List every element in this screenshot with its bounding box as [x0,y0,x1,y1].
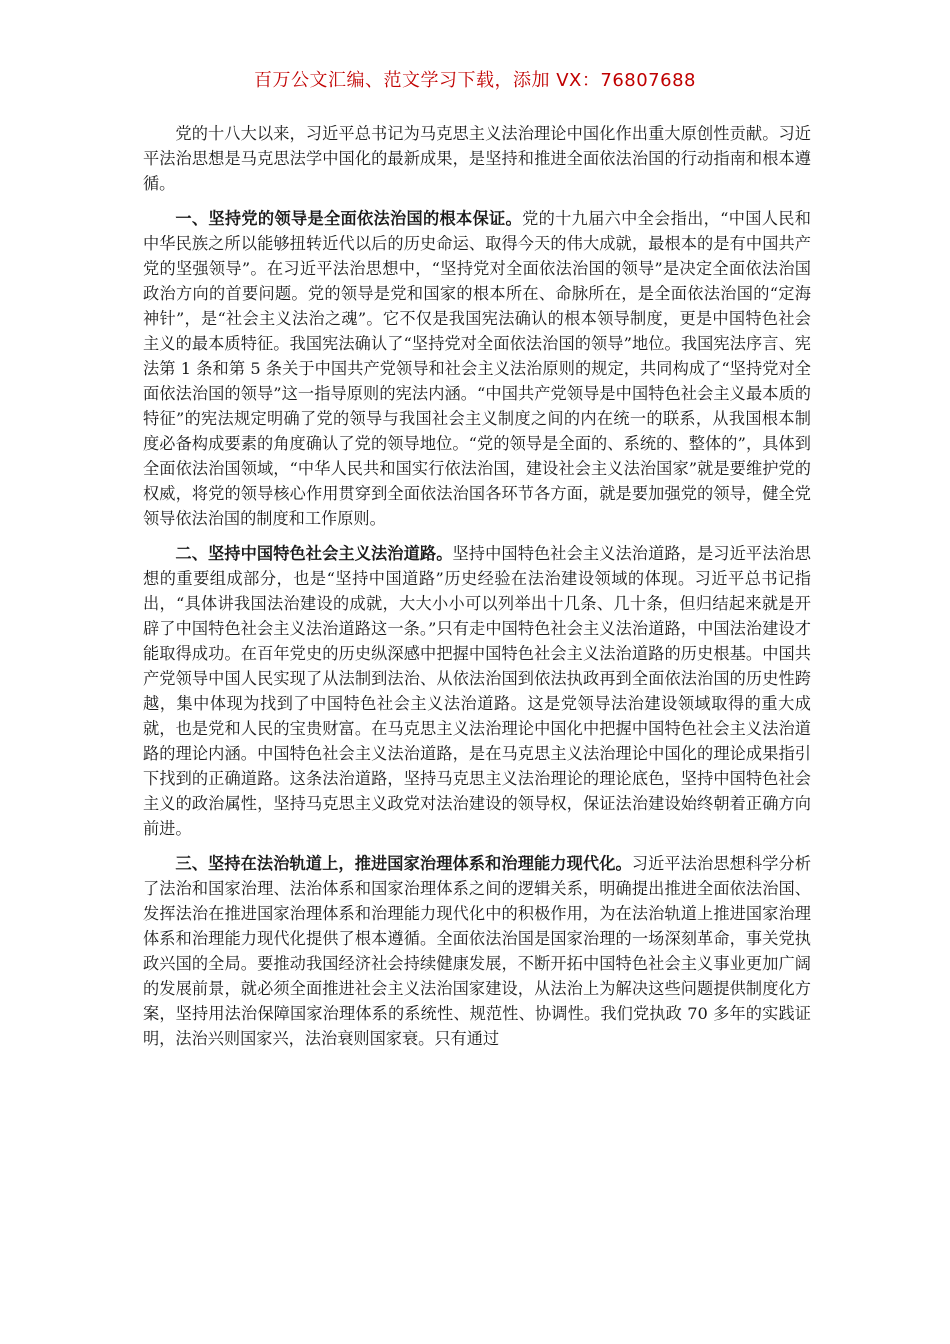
paragraph-section-3 [143,851,811,1051]
section-heading: 一、坚持党的领导是全面依法治国的根本保证。 [175,209,523,228]
paragraph-text: 习近平法治思想科学分析了法治和国家治理、法治体系和国家治理体系之间的逻辑关系，明确提出推进全面依法治国、发挥法治在推进国家治理体系和治理能力现代化中的积极作用，为在法治轨道上推进国家治理体系和治理能力现代化提供了根本遵循。全面依法治国是国家治理的一场深刻革命，事关党执政兴国的全局。要推动我国经济社会持续健康发展，不断开拓中国特色社会主义事业更加广阔的发展前景，就必须全面推进社会主义法治国家建设，从法治上为解决这些问题提供制度化方案，坚持用法治保障国家治理体系的系统性、规范性、协调性。我们党执政 70 多年的实践证明，法治兴则国家兴，法治衰则国家衰。只有通过 [143,854,812,1048]
watermark-header: 百万公文汇编、范文学习下载，添加 VX：76807688 [254,70,696,91]
paragraph-text: 坚持中国特色社会主义法治道路，是习近平法治思想的重要组成部分，也是“坚持中国道路”历史经验在法治建设领域的体现。习近平总书记指出，“具体讲我国法治建设的成就，大大小小可以列举出十几条、几十条，但归结起来就是开辟了中国特色社会主义法治道路这一条。”只有走中国特色社会主义法治道路，中国法治建设才能取得成功。在百年党史的历史纵深感中把握中国特色社会主义法治道路的历史根基。中国共产党领导中国人民实现了从法制到法治、从依法治国到依法执政再到全面依法治国的历史性跨越，集中体现为找到了中国特色社会主义法治道路。这是党领导法治建设领域取得的重大成就，也是党和人民的宝贵财富。在马克思主义法治理论中国化中把握中国特色社会主义法治道路的理论内涵。中国特色社会主义法治道路，是在马克思主义法治理论中国化的理论成果指引下找到的正确道路。这条法治道路，坚持马克思主义法治理论的理论底色，坚持中国特色社会主义的政治属性，坚持马克思主义政党对法治建设的领导权，保证法治建设始终朝着正确方向前进。 [143,544,811,838]
paragraph-text: 党的十八大以来，习近平总书记为马克思主义法治理论中国化作出重大原创性贡献。习近平法治思想是马克思法学中国化的最新成果，是坚持和推进全面依法治国的行动指南和根本遵循。 [143,124,811,193]
paragraph-intro [143,121,811,196]
section-heading: 二、坚持中国特色社会主义法治道路。 [175,544,453,563]
section-heading: 三、坚持在法治轨道上，推进国家治理体系和治理能力现代化。 [175,854,632,873]
paragraph-section-1 [143,206,811,531]
document-body [143,121,811,1061]
paragraph-text: 党的十九届六中全会指出，“中国人民和中华民族之所以能够扭转近代以后的历史命运、取得今天的伟大成就，最根本的是有中国共产党的坚强领导”。在习近平法治思想中，“坚持党对全面依法治国的领导”是决定全面依法治国政治方向的首要问题。党的领导是党和国家的根本所在、命脉所在，是全面依法治国的“定海神针”，是“社会主义法治之魂”。它不仅是我国宪法确认的根本领导制度，更是中国特色社会主义的最本质特征。我国宪法确认了“坚持党对全面依法治国的领导”地位。我国宪法序言、宪法第 1 条和第 5 条关于中国共产党领导和社会主义法治原则的规定，共同构成了“坚持党对全面依法治国的领导”这一指导原则的宪法内涵。“中国共产党领导是中国特色社会主义最本质的特征”的宪法规定明确了党的领导与我国社会主义制度之间的内在统一的联系，从我国根本制度必备构成要素的角度确认了党的领导地位。“党的领导是全面的、系统的、整体的”，具体到全面依法治国领域，“中华人民共和国实行依法治国，建设社会主义法治国家”就是要维护党的权威，将党的领导核心作用贯穿到全面依法治国各环节各方面，就是要加强党的领导，健全党领导依法治国的制度和工作原则。 [143,209,811,528]
paragraph-section-2 [143,541,811,841]
